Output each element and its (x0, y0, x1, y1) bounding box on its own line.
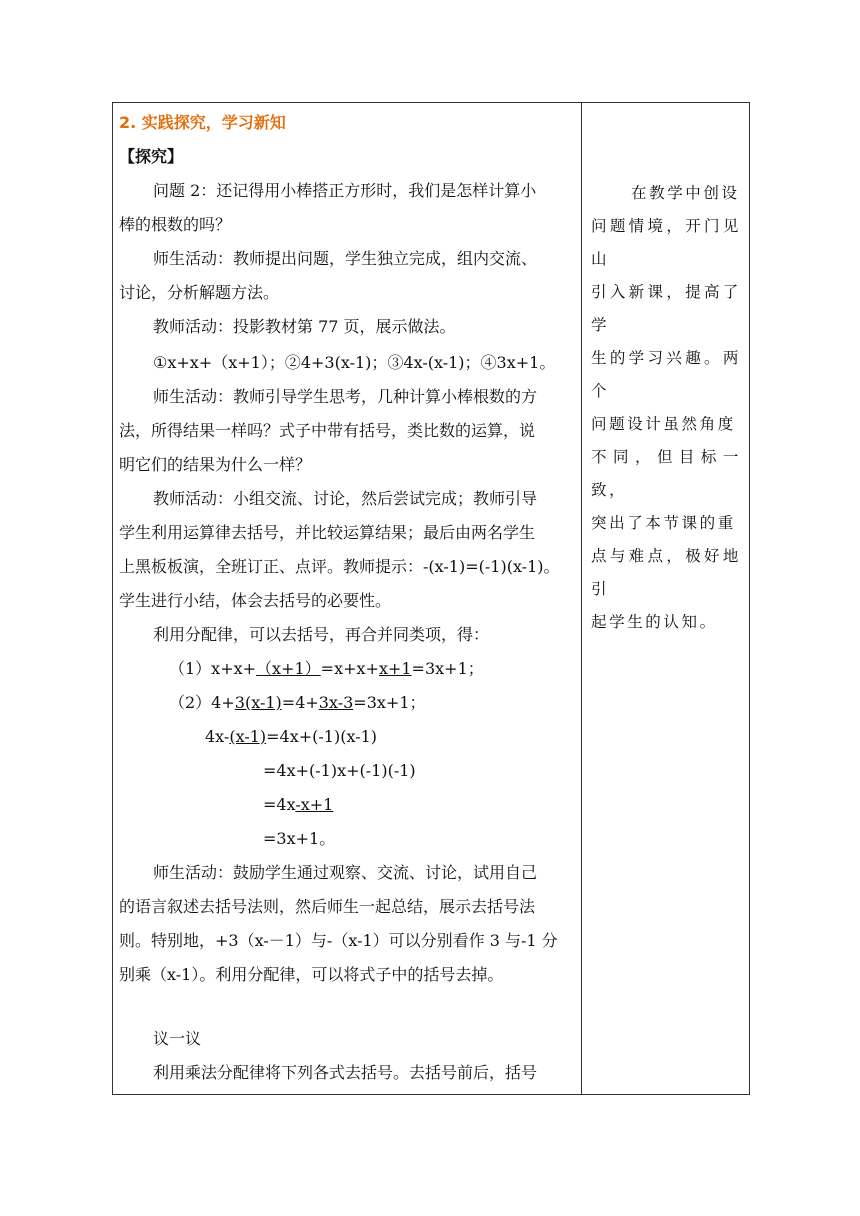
equation-3-step-4: =3x+1。 (263, 829, 336, 848)
eq-part: =3x+1； (353, 693, 426, 712)
equation-3-step-2: =4x+(-1)x+(-1)(-1) (263, 761, 416, 780)
eq-part: =x+x+ (320, 659, 379, 678)
paragraph-line: 讨论，分析解题方法。 (119, 283, 280, 302)
side-note-line: 起学生的认知。 (591, 613, 718, 631)
paragraph-line: 师生活动：教师提出问题，学生独立完成，组内交流、 (153, 249, 538, 268)
paragraph-line: 问题 2：还记得用小棒搭正方形时，我们是怎样计算小 (153, 181, 537, 200)
side-note-line: 问题设计虽然角度 (591, 415, 736, 433)
eq-part-underlined: x+1 (378, 659, 412, 678)
side-note-line: 点与难点，极好地引 (591, 547, 741, 598)
methods-line: ①x+x+（x+1）；②4+3(x-1)；③4x-(x-1)；④3x+1。 (153, 353, 556, 372)
paragraph-line: 法，所得结果一样吗？式子中带有括号，类比数的运算，说 (119, 421, 536, 440)
side-note-line: 突出了本节课的重 (591, 514, 736, 532)
eq-part: 4x- (205, 727, 230, 746)
teacher-activity-2-paragraph (119, 482, 577, 618)
distributive-intro: 利用分配律，可以去括号，再合并同类项，得： (153, 625, 490, 644)
eq-part: =4+ (281, 693, 319, 712)
eq-part: （2）4+ (169, 693, 235, 712)
paragraph-line: 明它们的结果为什么一样？ (119, 455, 312, 474)
question-2-paragraph (119, 174, 577, 242)
paragraph-line: 上黑板板演，全班订正、点评。教师提示：-(x-1)=(-1)(x-1)。 (119, 557, 560, 576)
side-note-line: 在教学中创设 (631, 184, 740, 202)
activity-3-paragraph (119, 856, 577, 992)
side-note-line: 引入新课，提高了学 (591, 283, 741, 334)
equation-2 (119, 686, 577, 720)
eq-part: =3x+1； (411, 659, 484, 678)
eq-part-underlined: 3(x-1) (234, 693, 282, 712)
paragraph-line: 别乘（x-1）。利用分配律，可以将式子中的括号去掉。 (119, 965, 504, 984)
spacer (119, 992, 577, 1022)
paragraph-line: 棒的根数的吗？ (119, 215, 232, 234)
paragraph-line: 教师活动：小组交流、讨论，然后尝试完成；教师引导 (153, 489, 538, 508)
equation-3-step-3 (119, 788, 577, 822)
paragraph-line: 学生利用运算律去括号，并比较运算结果；最后由两名学生 (119, 523, 536, 542)
teacher-activity-1: 教师活动：投影教材第 77 页，展示做法。 (153, 317, 456, 336)
discuss-title: 议一议 (153, 1029, 202, 1048)
paragraph-line: 则。特别地，+3（x-－1）与-（x-1）可以分别看作 3 与-1 分 (119, 931, 558, 950)
eq-part-underlined: -x+1 (295, 795, 334, 814)
discuss-line: 利用乘法分配律将下列各式去括号。去括号前后，括号 (153, 1063, 538, 1082)
side-note-line: 问题情境，开门见山 (591, 217, 741, 268)
eq-part: =4x+(-1)(x-1) (266, 727, 378, 746)
side-note-line: 生的学习兴趣。两个 (591, 349, 741, 400)
paragraph-line: 师生活动：鼓励学生通过观察、交流、讨论，试用自己 (153, 863, 538, 882)
eq-part: （1）x+x+ (169, 659, 257, 678)
eq-part-underlined: (x-1) (229, 727, 267, 746)
paragraph-line: 学生进行小结，体会去括号的必要性。 (119, 591, 392, 610)
activity-1-paragraph (119, 242, 577, 310)
teaching-process-column (119, 103, 577, 1094)
side-note-line: 不同，但目标一致， (591, 448, 741, 499)
eq-part: =4x (263, 795, 296, 814)
paragraph-line: 的语言叙述去括号法则，然后师生一起总结，展示去括号法 (119, 897, 536, 916)
equation-1 (119, 652, 577, 686)
activity-2-paragraph (119, 380, 577, 482)
eq-part-underlined: （x+1） (256, 659, 321, 678)
section-heading: 2. 实践探究，学习新知 (119, 113, 286, 132)
design-intent-column (591, 177, 741, 639)
explore-subheading: 【探究】 (119, 147, 184, 166)
eq-part-underlined: 3x-3 (318, 693, 354, 712)
paragraph-line: 师生活动：教师引导学生思考，几种计算小棒根数的方 (153, 387, 538, 406)
lesson-table (112, 102, 750, 1095)
equation-3 (119, 720, 577, 754)
column-divider (581, 103, 582, 1094)
